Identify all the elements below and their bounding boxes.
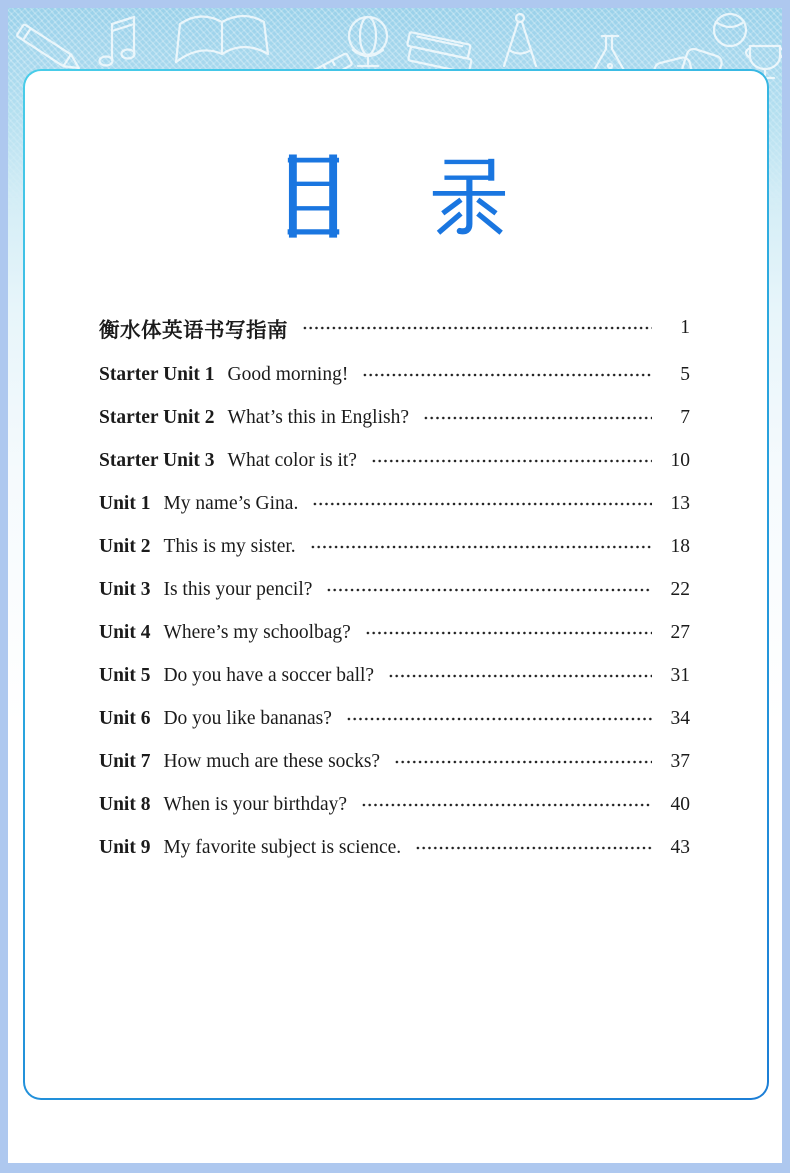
dot-leader bbox=[394, 755, 652, 769]
page-title bbox=[25, 153, 767, 239]
toc-entry-page: 10 bbox=[670, 449, 690, 471]
open-book-icon bbox=[176, 16, 268, 62]
toc-entry-title: My name’s Gina. bbox=[163, 492, 299, 514]
toc-entry bbox=[99, 353, 690, 396]
dot-leader bbox=[346, 712, 652, 726]
content-card-border bbox=[23, 69, 769, 1100]
toc-entry bbox=[99, 783, 690, 826]
toc-entry-title: Is this your pencil? bbox=[163, 578, 313, 600]
toc-entry-title: Do you like bananas? bbox=[163, 707, 332, 729]
toc-entry-label: Unit 8 bbox=[99, 793, 151, 815]
toc-entry-label: Unit 5 bbox=[99, 664, 151, 686]
toc-entry-page: 34 bbox=[670, 707, 690, 729]
dot-leader bbox=[415, 841, 652, 855]
toc-entry-page: 1 bbox=[680, 316, 690, 338]
toc-entry bbox=[99, 568, 690, 611]
pencil-icon bbox=[16, 24, 82, 74]
toc-entry-label: Unit 9 bbox=[99, 836, 151, 858]
toc-entry-title: This is my sister. bbox=[163, 535, 296, 557]
title-char-lu bbox=[429, 154, 508, 238]
drafting-compass-icon bbox=[504, 14, 536, 66]
toc-entry-title: How much are these socks? bbox=[163, 750, 381, 772]
dot-leader bbox=[365, 626, 652, 640]
ball-icon bbox=[714, 14, 746, 46]
title-char-mu bbox=[285, 154, 341, 238]
dot-leader bbox=[388, 669, 652, 683]
music-notes-icon bbox=[100, 17, 135, 66]
toc-entry-title: Do you have a soccer ball? bbox=[163, 664, 375, 686]
toc-entry bbox=[99, 439, 690, 482]
toc-entry-label: Unit 6 bbox=[99, 707, 151, 729]
toc-entry bbox=[99, 482, 690, 525]
content-card bbox=[25, 71, 767, 1098]
toc-entry-page: 18 bbox=[670, 535, 690, 557]
dot-leader bbox=[362, 368, 652, 382]
dot-leader bbox=[371, 454, 652, 468]
toc-entry-title: When is your birthday? bbox=[163, 793, 348, 815]
toc-entry-page: 5 bbox=[680, 363, 690, 385]
book-stack-icon bbox=[404, 32, 474, 73]
toc-entry-label: Unit 4 bbox=[99, 621, 151, 643]
toc-entry-title: Good morning! bbox=[227, 363, 349, 385]
toc-entry-title: Where’s my schoolbag? bbox=[163, 621, 351, 643]
toc-entry-label: Starter Unit 3 bbox=[99, 449, 215, 471]
toc-entry bbox=[99, 697, 690, 740]
toc-entry bbox=[99, 826, 690, 869]
toc-entry-page: 43 bbox=[670, 836, 690, 858]
toc-entry-label: Unit 7 bbox=[99, 750, 151, 772]
dot-leader bbox=[423, 411, 652, 425]
toc-entry-page: 27 bbox=[670, 621, 690, 643]
toc-entry-page: 31 bbox=[670, 664, 690, 686]
dot-leader bbox=[312, 497, 652, 511]
toc-entry-page: 40 bbox=[670, 793, 690, 815]
page-background bbox=[8, 8, 782, 1163]
dot-leader bbox=[361, 798, 652, 812]
toc-entry-label: 衡水体英语书写指南 bbox=[99, 317, 288, 342]
toc-entry-page: 7 bbox=[680, 406, 690, 428]
toc-entry-page: 22 bbox=[670, 578, 690, 600]
toc-entry-page: 13 bbox=[670, 492, 690, 514]
toc-entry-label: Starter Unit 1 bbox=[99, 363, 215, 385]
toc-entry-label: Starter Unit 2 bbox=[99, 406, 215, 428]
toc-entry bbox=[99, 306, 690, 349]
toc-entry-page: 37 bbox=[670, 750, 690, 772]
toc-entry-label: Unit 1 bbox=[99, 492, 151, 514]
toc-entry-title: What’s this in English? bbox=[227, 406, 409, 428]
toc-entry-label: Unit 2 bbox=[99, 535, 151, 557]
toc-entry-title: My favorite subject is science. bbox=[163, 836, 402, 858]
toc-entry bbox=[99, 611, 690, 654]
desk-globe-icon bbox=[349, 17, 387, 66]
toc-entry-title: What color is it? bbox=[227, 449, 357, 471]
toc-list bbox=[99, 306, 690, 869]
dot-leader bbox=[302, 321, 652, 335]
dot-leader bbox=[310, 540, 652, 554]
toc-entry bbox=[99, 525, 690, 568]
dot-leader bbox=[326, 583, 652, 597]
toc-entry bbox=[99, 740, 690, 783]
toc-entry bbox=[99, 654, 690, 697]
toc-entry-label: Unit 3 bbox=[99, 578, 151, 600]
toc-entry bbox=[99, 396, 690, 439]
